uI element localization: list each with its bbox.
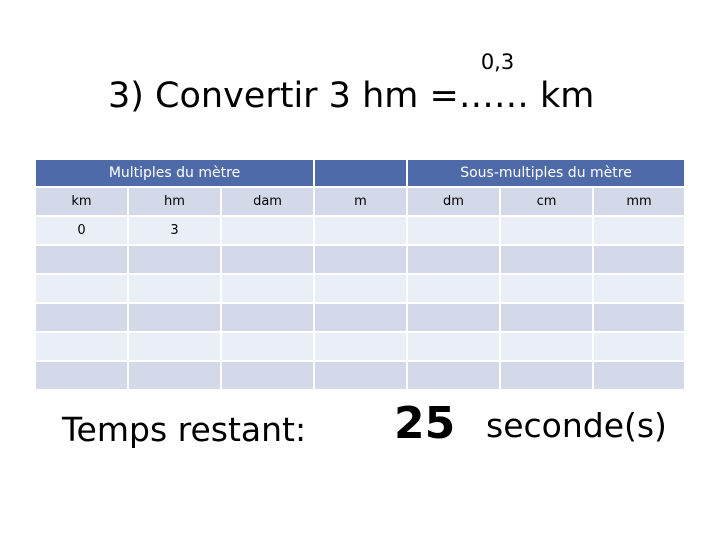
empty-cell xyxy=(221,245,314,274)
empty-cell xyxy=(593,361,685,390)
timer-countdown: 25 xyxy=(394,398,456,449)
empty-cell xyxy=(221,274,314,303)
empty-cell xyxy=(128,245,221,274)
empty-cell xyxy=(35,332,128,361)
value-cell-km: 0 xyxy=(35,216,128,245)
value-cell-dam xyxy=(221,216,314,245)
empty-cell xyxy=(500,274,593,303)
value-cell-m xyxy=(314,216,407,245)
empty-cell xyxy=(35,245,128,274)
unit-cell-km: km xyxy=(35,187,128,216)
group-header-row xyxy=(35,159,685,187)
empty-cell xyxy=(128,274,221,303)
sous-multiples-header: Sous-multiples du mètre xyxy=(407,159,685,187)
value-cell-dm xyxy=(407,216,500,245)
question-suffix: km xyxy=(528,76,595,116)
empty-cell xyxy=(314,245,407,274)
empty-cell xyxy=(500,332,593,361)
empty-cell xyxy=(128,332,221,361)
empty-cell xyxy=(407,274,500,303)
unit-row xyxy=(35,187,685,216)
empty-cell xyxy=(593,332,685,361)
answer-dots: …… xyxy=(458,76,529,116)
answer-value: 0,3 xyxy=(480,50,515,74)
multiples-header: Multiples du mètre xyxy=(35,159,314,187)
empty-cell xyxy=(407,361,500,390)
empty-cell xyxy=(500,361,593,390)
empty-cell xyxy=(593,274,685,303)
empty-cell xyxy=(500,245,593,274)
empty-cell xyxy=(593,245,685,274)
unit-cell-mm: mm xyxy=(593,187,685,216)
empty-cell xyxy=(314,303,407,332)
conversion-table xyxy=(34,158,686,391)
empty-cell xyxy=(593,303,685,332)
empty-row xyxy=(35,274,685,303)
answer-blank xyxy=(458,50,529,120)
header-spacer xyxy=(314,159,407,187)
empty-row xyxy=(35,361,685,390)
empty-cell xyxy=(314,274,407,303)
empty-cell xyxy=(128,361,221,390)
timer-unit: seconde(s) xyxy=(486,406,667,445)
question-prefix: 3) Convertir 3 hm = xyxy=(108,76,459,116)
empty-cell xyxy=(128,303,221,332)
empty-cell xyxy=(221,361,314,390)
value-cell-cm xyxy=(500,216,593,245)
timer-label: Temps restant: xyxy=(62,410,307,449)
empty-row xyxy=(35,303,685,332)
empty-cell xyxy=(314,361,407,390)
value-cell-hm: 3 xyxy=(128,216,221,245)
empty-cell xyxy=(35,361,128,390)
unit-cell-cm: cm xyxy=(500,187,593,216)
empty-cell xyxy=(35,303,128,332)
empty-cell xyxy=(35,274,128,303)
unit-cell-m: m xyxy=(314,187,407,216)
empty-row xyxy=(35,332,685,361)
empty-cell xyxy=(314,332,407,361)
empty-cell xyxy=(407,332,500,361)
unit-cell-dam: dam xyxy=(221,187,314,216)
empty-cell xyxy=(407,245,500,274)
empty-cell xyxy=(500,303,593,332)
empty-cell xyxy=(221,332,314,361)
empty-cell xyxy=(221,303,314,332)
question-title xyxy=(108,50,595,120)
value-cell-mm xyxy=(593,216,685,245)
value-row xyxy=(35,216,685,245)
empty-cell xyxy=(407,303,500,332)
empty-row xyxy=(35,245,685,274)
unit-cell-dm: dm xyxy=(407,187,500,216)
unit-cell-hm: hm xyxy=(128,187,221,216)
